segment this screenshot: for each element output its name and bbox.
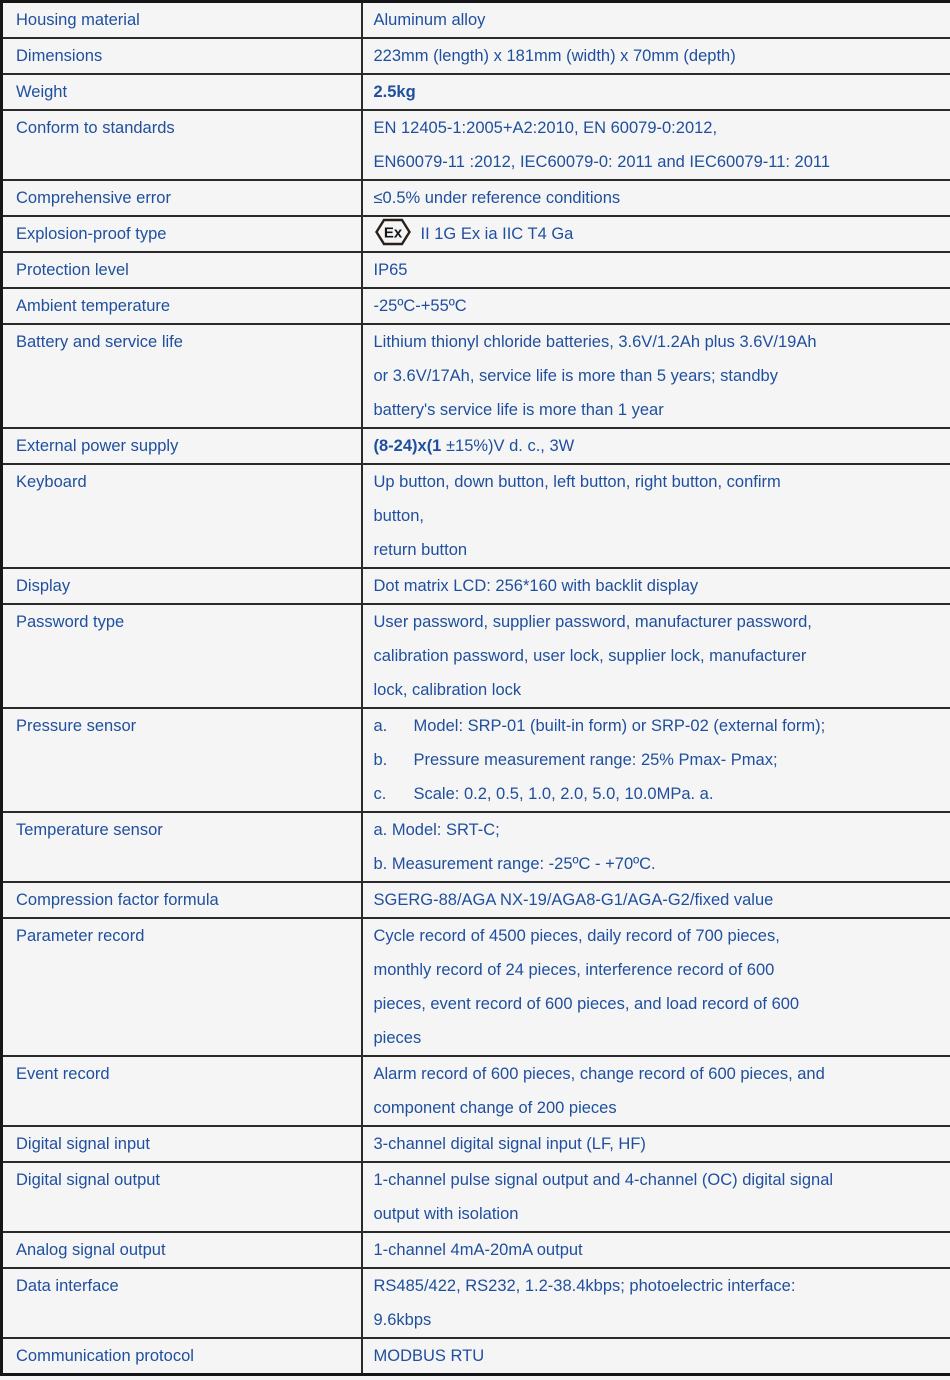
value-line: Alarm record of 600 pieces, change record of 600 pieces, and xyxy=(373,1065,825,1083)
spec-label: Pressure sensor xyxy=(2,708,362,812)
value-line: Cycle record of 4500 pieces, daily record of 700 pieces, xyxy=(373,927,780,945)
value-line: calibration password, user lock, supplier lock, manufacturer xyxy=(373,647,807,665)
list-text: Model: SRP-01 (built-in form) or SRP-02 (external form); xyxy=(413,717,826,735)
spec-value xyxy=(362,324,950,428)
table-row xyxy=(2,568,950,604)
spec-label: Battery and service life xyxy=(2,324,362,428)
spec-label: Data interface xyxy=(2,1268,362,1338)
value-line: output with isolation xyxy=(373,1205,519,1223)
spec-label: Explosion-proof type xyxy=(2,216,362,252)
spec-label: Keyboard xyxy=(2,464,362,568)
spec-label: Housing material xyxy=(2,2,362,39)
spec-value xyxy=(362,428,950,464)
spec-value xyxy=(362,918,950,1056)
value-line: a. Model: SRT-C; xyxy=(373,821,500,839)
table-row xyxy=(2,1126,950,1162)
table-row xyxy=(2,2,950,39)
spec-label: External power supply xyxy=(2,428,362,464)
spec-label: Compression factor formula xyxy=(2,882,362,918)
table-row xyxy=(2,324,950,428)
value-line: component change of 200 pieces xyxy=(373,1099,617,1117)
table-row xyxy=(2,1338,950,1375)
spec-value: 3-channel digital signal input (LF, HF) xyxy=(362,1126,950,1162)
table-row xyxy=(2,180,950,216)
value-line: RS485/422, RS232, 1.2-38.4kbps; photoelectric interface: xyxy=(373,1277,796,1295)
spec-label: Temperature sensor xyxy=(2,812,362,882)
table-row xyxy=(2,1056,950,1126)
table-row xyxy=(2,812,950,882)
spec-label: Digital signal output xyxy=(2,1162,362,1232)
spec-value xyxy=(362,1056,950,1126)
ex-certification-icon xyxy=(374,217,412,247)
value-line: battery's service life is more than 1 year xyxy=(373,401,664,419)
spec-value xyxy=(362,464,950,568)
spec-value: -25ºC-+55ºC xyxy=(362,288,950,324)
list-text: Scale: 0.2, 0.5, 1.0, 2.0, 5.0, 10.0MPa. a. xyxy=(413,785,714,803)
table-row xyxy=(2,74,950,110)
table-row xyxy=(2,428,950,464)
table-row xyxy=(2,288,950,324)
value-line: User password, supplier password, manufacturer password, xyxy=(373,613,812,631)
list-marker: b. xyxy=(373,751,388,769)
spec-label: Protection level xyxy=(2,252,362,288)
spec-value: SGERG-88/AGA NX-19/AGA8-G1/AGA-G2/fixed value xyxy=(362,882,950,918)
weight-value: 2.5kg xyxy=(373,83,416,101)
table-row xyxy=(2,882,950,918)
spec-label: Comprehensive error xyxy=(2,180,362,216)
value-line: return button xyxy=(373,541,468,559)
spec-label: Display xyxy=(2,568,362,604)
spec-label: Analog signal output xyxy=(2,1232,362,1268)
value-line: monthly record of 24 pieces, interference record of 600 xyxy=(373,961,775,979)
value-line: b. Measurement range: -25ºC - +70ºC. xyxy=(373,855,656,873)
power-value-bold: (8-24)x(1 xyxy=(373,437,442,455)
table-row xyxy=(2,252,950,288)
spec-value xyxy=(362,216,950,252)
table-row xyxy=(2,1162,950,1232)
table-row xyxy=(2,1268,950,1338)
value-line: pieces, event record of 600 pieces, and load record of 600 xyxy=(373,995,800,1013)
spec-label: Ambient temperature xyxy=(2,288,362,324)
table-row xyxy=(2,110,950,180)
spec-value xyxy=(362,1162,950,1232)
spec-label: Communication protocol xyxy=(2,1338,362,1375)
value-line: Up button, down button, left button, right button, confirm xyxy=(373,473,781,491)
spec-label: Weight xyxy=(2,74,362,110)
spec-value xyxy=(362,74,950,110)
spec-label: Dimensions xyxy=(2,38,362,74)
list-marker: a. xyxy=(373,717,388,735)
spec-value xyxy=(362,812,950,882)
spec-value xyxy=(362,604,950,708)
spec-value: MODBUS RTU xyxy=(362,1338,950,1375)
value-line: Lithium thionyl chloride batteries, 3.6V/1.2Ah plus 3.6V/19Ah xyxy=(373,333,817,351)
spec-label: Parameter record xyxy=(2,918,362,1056)
value-line: EN 12405-1:2005+A2:2010, EN 60079-0:2012, xyxy=(373,119,718,137)
list-marker: c. xyxy=(373,785,387,803)
spec-value: Dot matrix LCD: 256*160 with backlit display xyxy=(362,568,950,604)
svg-text:Ex: Ex xyxy=(383,224,402,242)
table-row xyxy=(2,464,950,568)
spec-value: ≤0.5% under reference conditions xyxy=(362,180,950,216)
table-row xyxy=(2,38,950,74)
table-row xyxy=(2,604,950,708)
spec-label: Conform to standards xyxy=(2,110,362,180)
spec-value xyxy=(362,110,950,180)
spec-label: Digital signal input xyxy=(2,1126,362,1162)
value-list-item xyxy=(374,777,945,811)
spec-value: IP65 xyxy=(362,252,950,288)
table-row xyxy=(2,1232,950,1268)
value-line: button, xyxy=(373,507,424,525)
value-line: or 3.6V/17Ah, service life is more than 5 years; standby xyxy=(373,367,778,385)
value-line: 1-channel pulse signal output and 4-channel (OC) digital signal xyxy=(373,1171,834,1189)
value-line: lock, calibration lock xyxy=(373,681,522,699)
table-row xyxy=(2,216,950,252)
value-line: 9.6kbps xyxy=(373,1311,432,1329)
spec-label: Event record xyxy=(2,1056,362,1126)
explosion-proof-code: II 1G Ex ia IIC T4 Ga xyxy=(420,225,574,243)
spec-value: 1-channel 4mA-20mA output xyxy=(362,1232,950,1268)
value-line: EN60079-11 :2012, IEC60079-0: 2011 and IEC60079-11: 2011 xyxy=(373,153,831,171)
value-list-item xyxy=(374,743,945,777)
value-line: pieces xyxy=(373,1029,422,1047)
spec-value xyxy=(362,1268,950,1338)
spec-value: 223mm (length) x 181mm (width) x 70mm (depth) xyxy=(362,38,950,74)
spec-value: Aluminum alloy xyxy=(362,2,950,39)
table-row xyxy=(2,708,950,812)
table-row xyxy=(2,918,950,1056)
value-list-item xyxy=(374,709,945,743)
list-text: Pressure measurement range: 25% Pmax- Pmax; xyxy=(413,751,778,769)
spec-value xyxy=(362,708,950,812)
power-value-rest: ±15%)V d. c., 3W xyxy=(441,437,575,455)
spec-label: Password type xyxy=(2,604,362,708)
